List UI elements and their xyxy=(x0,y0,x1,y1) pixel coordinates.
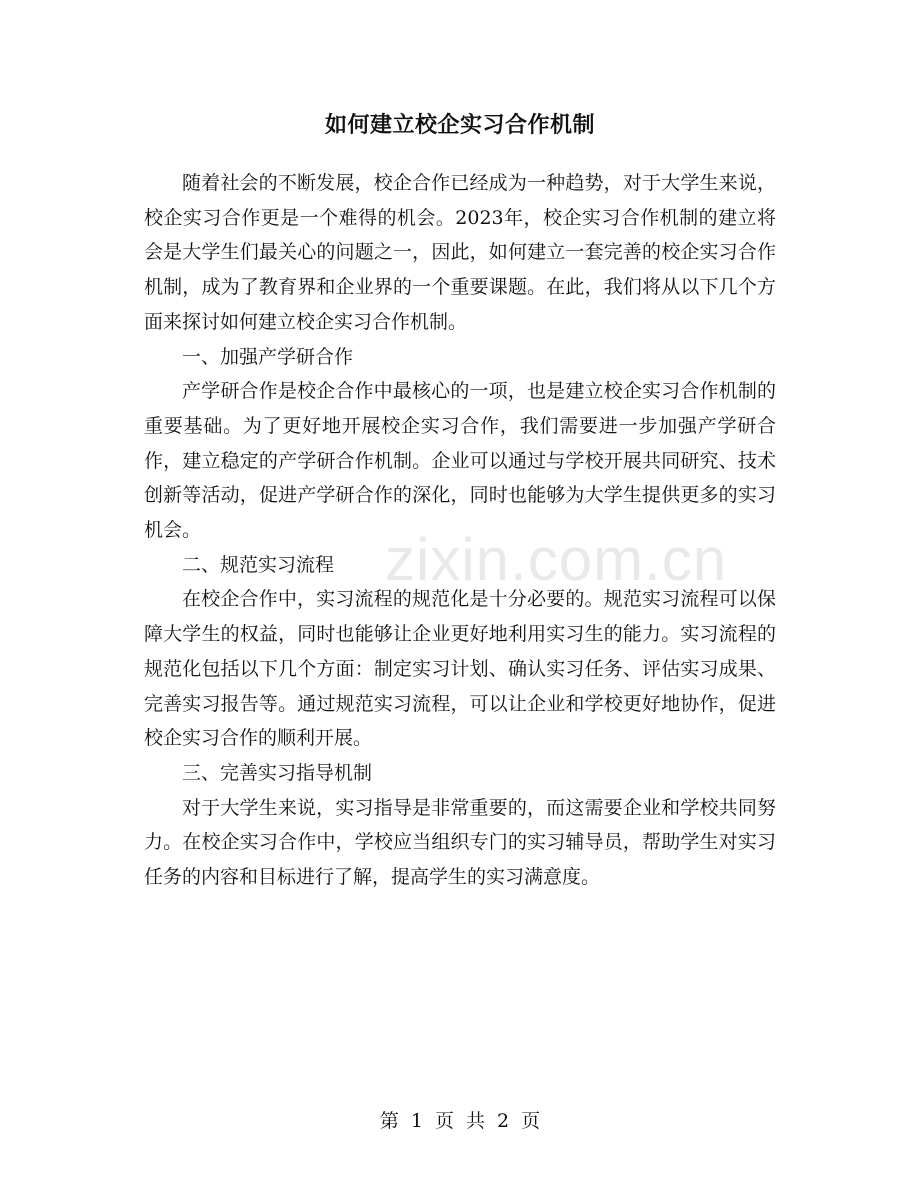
section-3-paragraph: 对于大学生来说，实习指导是非常重要的，而这需要企业和学校共同努力。在校企实习合作中，学校应当组织专门的实习辅导员，帮助学生对实习任务的内容和目标进行了解，提高学生的实习满意度。 xyxy=(144,796,776,889)
page-footer: 第 1 页 共 2 页 xyxy=(379,1110,541,1132)
document-body xyxy=(144,166,776,895)
section-2-paragraph: 在校企合作中，实习流程的规范化是十分必要的。规范实习流程可以保障大学生的权益，同时也能够让企业更好地利用实习生的能力。实习流程的规范化包括以下几个方面：制定实习计划、确认实习任务、评估实习成果、完善实习报告等。通过规范实习流程，可以让企业和学校更好地协作，促进校企实习合作的顺利开展。 xyxy=(144,588,776,750)
section-3-heading: 三、完善实习指导机制 xyxy=(182,761,373,784)
section-1-heading: 一、加强产学研合作 xyxy=(182,345,354,368)
watermark: zixin.com.cn xyxy=(385,526,728,593)
section-1-paragraph: 产学研合作是校企合作中最核心的一项，也是建立校企实习合作机制的重要基础。为了更好地开展校企实习合作，我们需要进一步加强产学研合作，建立稳定的产学研合作机制。企业可以通过与学校开展共同研究、技术创新等活动，促进产学研合作的深化，同时也能够为大学生提供更多的实习机会。 xyxy=(144,380,776,542)
document-title: 如何建立校企实习合作机制 xyxy=(324,112,595,138)
intro-paragraph: 随着社会的不断发展，校企合作已经成为一种趋势，对于大学生来说，校企实习合作更是一个难得的机会。2023年，校企实习合作机制的建立将会是大学生们最关心的问题之一，因此，如何建立一套完善的校企实习合作机制，成为了教育界和企业界的一个重要课题。在此，我们将从以下几个方面来探讨如何建立校企实习合作机制。 xyxy=(144,172,776,333)
section-2-heading: 二、规范实习流程 xyxy=(182,553,335,576)
